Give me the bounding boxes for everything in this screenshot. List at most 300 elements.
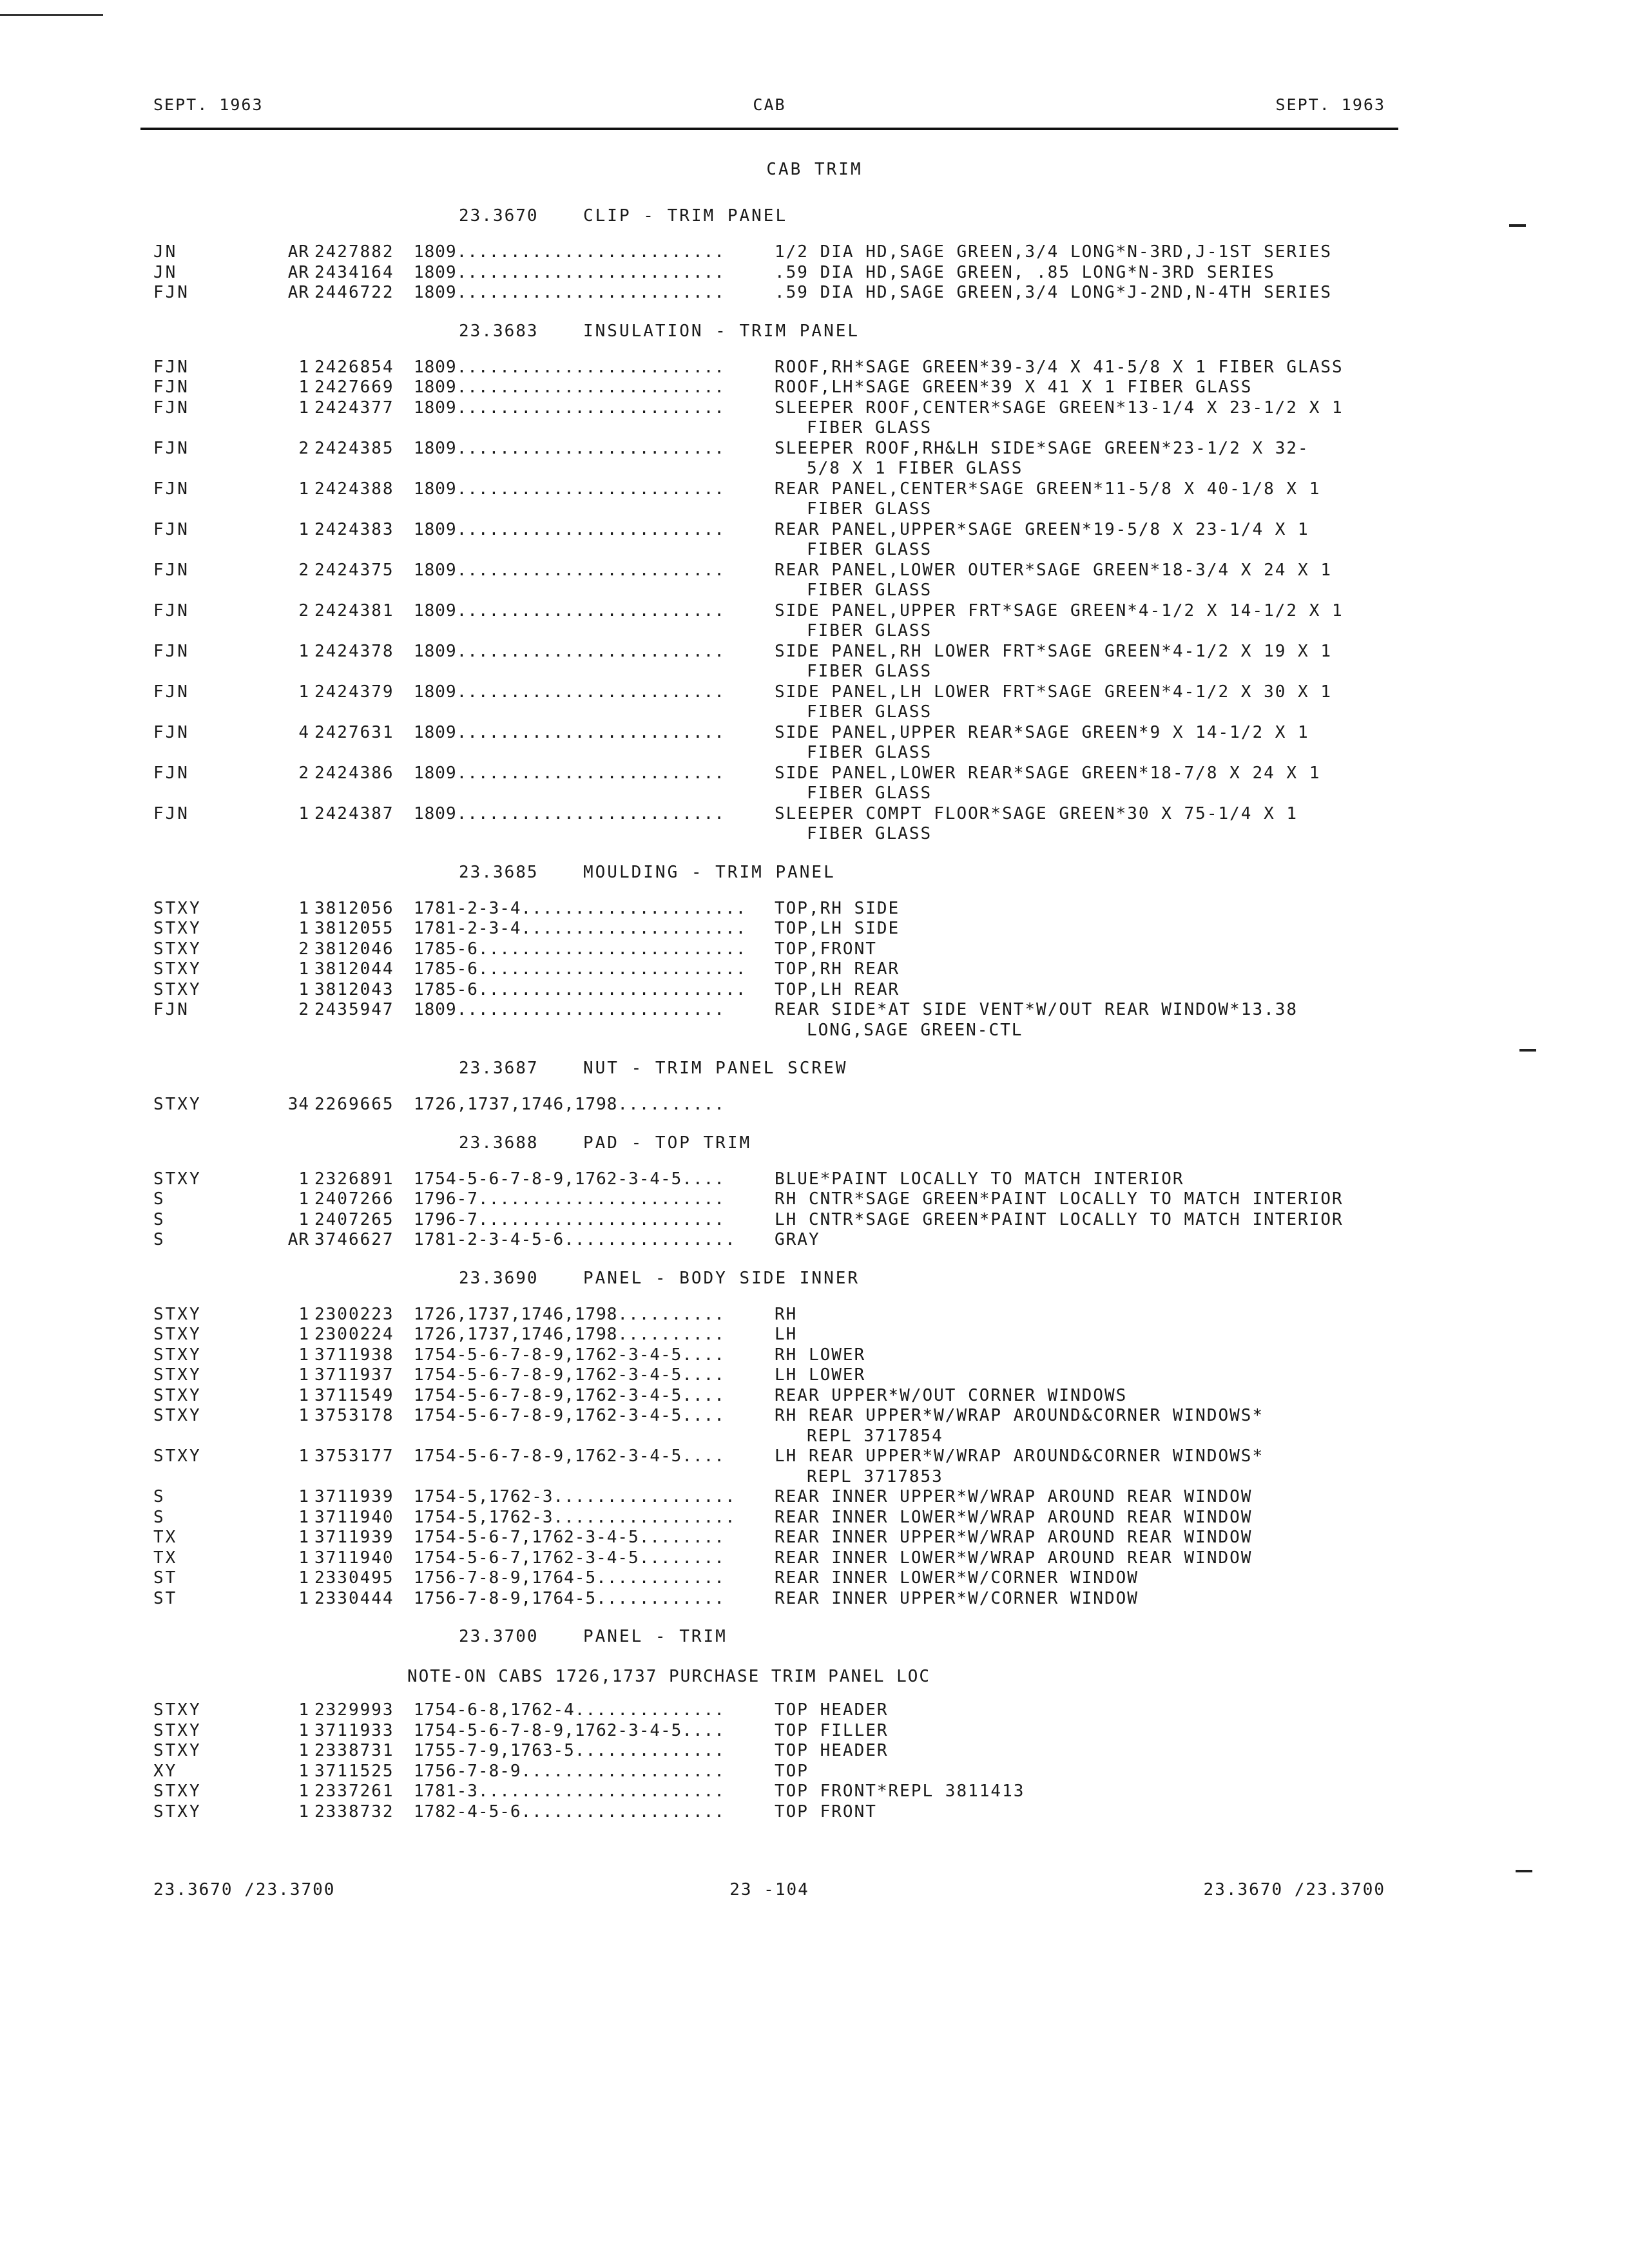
quantity: 1 <box>298 1548 309 1568</box>
part-description: SIDE PANEL,RH LOWER FRT*SAGE GREEN*4-1/2 X 19 X 1 <box>775 641 1333 661</box>
description-continuation <box>0 1467 1629 1488</box>
part-number: 2424375 <box>314 560 394 580</box>
model-codes: STXY <box>153 1782 202 1801</box>
part-number: 2424377 <box>314 398 394 418</box>
description-continuation <box>0 499 1629 520</box>
continuation-text: FIBER GLASS <box>807 540 932 559</box>
quantity: 2 <box>298 560 309 580</box>
margin-mark <box>1509 224 1526 227</box>
part-row <box>0 601 1629 622</box>
part-row <box>0 561 1629 581</box>
quantity: AR <box>287 283 309 302</box>
part-number: 2330495 <box>314 1568 394 1588</box>
application-models: 1809......................... <box>414 803 725 823</box>
part-number: 2424379 <box>314 682 394 702</box>
description-continuation <box>0 418 1629 439</box>
application-models: 1782-4-5-6................... <box>414 1802 725 1821</box>
part-description: REAR INNER LOWER*W/WRAP AROUND REAR WINDOW <box>775 1507 1253 1527</box>
part-description: REAR INNER UPPER*W/CORNER WINDOW <box>775 1588 1139 1608</box>
part-description: TOP FRONT <box>775 1802 877 1821</box>
description-continuation <box>0 459 1629 479</box>
application-models: 1809......................... <box>414 378 725 397</box>
part-description: GRAY <box>775 1230 820 1249</box>
description-continuation <box>0 621 1629 642</box>
quantity: 2 <box>298 939 309 959</box>
quantity: 1 <box>298 1304 309 1324</box>
model-codes: FJN <box>153 803 189 823</box>
section-name: CLIP - TRIM PANEL <box>583 206 788 226</box>
part-description: LH REAR UPPER*W/WRAP AROUND&CORNER WINDOWS* <box>775 1446 1264 1466</box>
part-row <box>0 1802 1629 1823</box>
page-footer <box>140 1880 1398 1906</box>
quantity: 1 <box>298 803 309 823</box>
part-row <box>0 642 1629 662</box>
part-row <box>0 1508 1629 1528</box>
section-code: 23.3683 <box>459 321 539 341</box>
section-heading <box>0 1052 1629 1082</box>
part-description: REAR INNER LOWER*W/WRAP AROUND REAR WINDOW <box>775 1548 1253 1568</box>
quantity: 1 <box>298 1568 309 1588</box>
model-codes: STXY <box>153 1741 202 1760</box>
application-models: 1809......................... <box>414 357 725 377</box>
model-codes: TX <box>153 1548 178 1568</box>
part-row <box>0 358 1629 378</box>
quantity: AR <box>287 262 309 282</box>
application-models: 1754-5-6-7-8-9,1762-3-4-5.... <box>414 1406 725 1425</box>
part-description: LH CNTR*SAGE GREEN*PAINT LOCALLY TO MATCH INTERIOR <box>775 1209 1344 1229</box>
part-number: 2337261 <box>314 1782 394 1801</box>
model-codes: FJN <box>153 1000 189 1019</box>
part-row <box>0 1762 1629 1782</box>
quantity: 1 <box>298 1528 309 1547</box>
quantity: AR <box>287 242 309 262</box>
part-number: 3711940 <box>314 1507 394 1527</box>
part-number: 3711938 <box>314 1345 394 1365</box>
part-number: 3711940 <box>314 1548 394 1568</box>
application-models: 1754-5-6-7-8-9,1762-3-4-5.... <box>414 1345 725 1365</box>
part-number: 3711939 <box>314 1487 394 1506</box>
application-models: 1754-6-8,1762-4.............. <box>414 1700 725 1720</box>
application-models: 1809......................... <box>414 1000 725 1019</box>
quantity: 1 <box>298 479 309 499</box>
continuation-text: FIBER GLASS <box>807 783 932 803</box>
part-number: 2427631 <box>314 722 394 742</box>
model-codes: TX <box>153 1528 178 1547</box>
quantity: 1 <box>298 1345 309 1365</box>
part-description: RH REAR UPPER*W/WRAP AROUND&CORNER WINDOWS* <box>775 1406 1264 1425</box>
description-continuation <box>0 743 1629 764</box>
part-description: TOP FILLER <box>775 1720 889 1740</box>
part-description: ROOF,RH*SAGE GREEN*39-3/4 X 41-5/8 X 1 FIBER GLASS <box>775 357 1344 377</box>
application-models: 1809......................... <box>414 519 725 539</box>
part-row <box>0 263 1629 284</box>
application-models: 1781-2-3-4..................... <box>414 898 747 918</box>
part-number: 2427882 <box>314 242 394 262</box>
part-number: 2407266 <box>314 1189 394 1209</box>
application-models: 1756-7-8-9,1764-5............ <box>414 1588 725 1608</box>
footer-range-left: 23.3670 /23.3700 <box>153 1880 336 1899</box>
application-models: 1726,1737,1746,1798.......... <box>414 1095 725 1114</box>
part-number: 2330444 <box>314 1588 394 1608</box>
part-row <box>0 804 1629 825</box>
part-row <box>0 283 1629 303</box>
part-description: BLUE*PAINT LOCALLY TO MATCH INTERIOR <box>775 1169 1184 1189</box>
continuation-text: REPL 3717853 <box>807 1466 943 1486</box>
model-codes: STXY <box>153 979 202 999</box>
model-codes: S <box>153 1209 166 1229</box>
application-models: 1754-5-6-7-8-9,1762-3-4-5.... <box>414 1169 725 1189</box>
quantity: 1 <box>298 898 309 918</box>
part-row <box>0 899 1629 919</box>
part-number: 2300223 <box>314 1304 394 1324</box>
part-description: TOP,LH SIDE <box>775 919 900 938</box>
part-row <box>0 1700 1629 1721</box>
quantity: 1 <box>298 641 309 661</box>
quantity: 1 <box>298 1385 309 1405</box>
model-codes: FJN <box>153 641 189 661</box>
quantity: 1 <box>298 682 309 702</box>
part-description: SIDE PANEL,LOWER REAR*SAGE GREEN*18-7/8 X 24 X 1 <box>775 763 1321 783</box>
part-row <box>0 959 1629 980</box>
part-row <box>0 1589 1629 1610</box>
part-row <box>0 682 1629 703</box>
application-models: 1809......................... <box>414 601 725 620</box>
application-models: 1809......................... <box>414 242 725 262</box>
part-description: REAR SIDE*AT SIDE VENT*W/OUT REAR WINDOW*13.38 <box>775 1000 1298 1019</box>
model-codes: JN <box>153 242 178 262</box>
part-description: TOP,RH REAR <box>775 959 900 979</box>
header-date-right: SEPT. 1963 <box>1275 95 1385 114</box>
part-description: SLEEPER COMPT FLOOR*SAGE GREEN*30 X 75-1/4 X 1 <box>775 803 1298 823</box>
model-codes: STXY <box>153 1169 202 1189</box>
part-row <box>0 980 1629 1001</box>
section-name: NUT - TRIM PANEL SCREW <box>583 1059 848 1078</box>
application-models: 1781-2-3-4..................... <box>414 919 747 938</box>
part-row <box>0 1721 1629 1742</box>
part-description: .59 DIA HD,SAGE GREEN, .85 LONG*N-3RD SERIES <box>775 262 1275 282</box>
application-models: 1796-7....................... <box>414 1209 725 1229</box>
part-description: TOP HEADER <box>775 1741 889 1760</box>
model-codes: STXY <box>153 1325 202 1344</box>
application-models: 1754-5,1762-3................. <box>414 1507 736 1527</box>
continuation-text: LONG,SAGE GREEN-CTL <box>807 1020 1023 1040</box>
section-code: 23.3690 <box>459 1268 539 1288</box>
model-codes: FJN <box>153 479 189 499</box>
part-description: TOP,RH SIDE <box>775 898 900 918</box>
quantity: 2 <box>298 763 309 783</box>
quantity: 1 <box>298 1761 309 1781</box>
part-description: RH <box>775 1304 798 1324</box>
model-codes: FJN <box>153 682 189 702</box>
part-row <box>0 1230 1629 1251</box>
part-row <box>0 1782 1629 1802</box>
part-row <box>0 764 1629 784</box>
model-codes: ST <box>153 1588 178 1608</box>
part-number: 3711933 <box>314 1720 394 1740</box>
footer-range-right: 23.3670 /23.3700 <box>1203 1880 1385 1899</box>
part-number: 2424381 <box>314 601 394 620</box>
application-models: 1754-5-6-7,1762-3-4-5........ <box>414 1528 725 1547</box>
model-codes: S <box>153 1230 166 1249</box>
model-codes: FJN <box>153 357 189 377</box>
part-number: 2407265 <box>314 1209 394 1229</box>
application-models: 1809......................... <box>414 763 725 783</box>
section-name: PAD - TOP TRIM <box>583 1133 752 1153</box>
model-codes: STXY <box>153 919 202 938</box>
part-number: 3812043 <box>314 979 394 999</box>
quantity: 1 <box>298 1802 309 1821</box>
part-description: TOP <box>775 1761 809 1781</box>
part-description: .59 DIA HD,SAGE GREEN,3/4 LONG*J-2ND,N-4TH SERIES <box>775 283 1333 302</box>
part-row <box>0 479 1629 500</box>
part-number: 2446722 <box>314 283 394 302</box>
part-number: 2269665 <box>314 1095 394 1114</box>
part-number: 2329993 <box>314 1700 394 1720</box>
header-rule <box>140 128 1398 130</box>
model-codes: FJN <box>153 438 189 458</box>
section-heading <box>0 315 1629 345</box>
margin-mark <box>1519 1049 1536 1052</box>
part-row <box>0 242 1629 263</box>
part-row <box>0 439 1629 459</box>
continuation-text: FIBER GLASS <box>807 743 932 762</box>
application-models: 1785-6......................... <box>414 979 747 999</box>
part-number: 3711549 <box>314 1385 394 1405</box>
quantity: 1 <box>298 1325 309 1344</box>
quantity: 1 <box>298 398 309 418</box>
part-row <box>0 1548 1629 1569</box>
model-codes: STXY <box>153 1385 202 1405</box>
part-number: 3746627 <box>314 1230 394 1249</box>
section-note <box>0 1663 1629 1691</box>
part-number: 2338731 <box>314 1741 394 1760</box>
model-codes: STXY <box>153 939 202 959</box>
model-codes: STXY <box>153 1365 202 1385</box>
application-models: 1781-2-3-4-5-6................ <box>414 1230 736 1249</box>
application-models: 1754-5-6-7-8-9,1762-3-4-5.... <box>414 1365 725 1385</box>
section-code: 23.3670 <box>459 206 539 226</box>
quantity: 2 <box>298 438 309 458</box>
application-models: 1809......................... <box>414 682 725 702</box>
quantity: 1 <box>298 1507 309 1527</box>
part-description: TOP HEADER <box>775 1700 889 1720</box>
quantity: 4 <box>298 722 309 742</box>
quantity: 1 <box>298 1189 309 1209</box>
application-models: 1796-7....................... <box>414 1189 725 1209</box>
application-models: 1754-5-6-7-8-9,1762-3-4-5.... <box>414 1446 725 1466</box>
model-codes: STXY <box>153 1406 202 1425</box>
part-row <box>0 1305 1629 1325</box>
continuation-text: FIBER GLASS <box>807 662 932 681</box>
part-number: 2434164 <box>314 262 394 282</box>
section-code: 23.3687 <box>459 1059 539 1078</box>
application-models: 1726,1737,1746,1798.......... <box>414 1325 725 1344</box>
application-models: 1785-6......................... <box>414 939 747 959</box>
part-description: SIDE PANEL,UPPER FRT*SAGE GREEN*4-1/2 X 14-1/2 X 1 <box>775 601 1344 620</box>
part-row <box>0 939 1629 960</box>
section-code: 23.3685 <box>459 862 539 882</box>
part-row <box>0 1528 1629 1548</box>
part-number: 3711937 <box>314 1365 394 1385</box>
description-continuation <box>0 702 1629 723</box>
part-row <box>0 1210 1629 1231</box>
application-models: 1809......................... <box>414 479 725 499</box>
application-models: 1754-5-6-7-8-9,1762-3-4-5.... <box>414 1385 725 1405</box>
model-codes: STXY <box>153 1700 202 1720</box>
model-codes: STXY <box>153 898 202 918</box>
quantity: 1 <box>298 1720 309 1740</box>
part-row <box>0 1446 1629 1467</box>
model-codes: ST <box>153 1568 178 1588</box>
part-number: 2424386 <box>314 763 394 783</box>
description-continuation <box>0 1427 1629 1447</box>
description-continuation <box>0 824 1629 845</box>
model-codes: XY <box>153 1761 178 1781</box>
quantity: 1 <box>298 1741 309 1760</box>
continuation-text: FIBER GLASS <box>807 702 932 722</box>
part-row <box>0 723 1629 744</box>
model-codes: STXY <box>153 1095 202 1114</box>
part-number: 2424378 <box>314 641 394 661</box>
part-row <box>0 1000 1629 1021</box>
application-models: 1809......................... <box>414 262 725 282</box>
part-number: 2435947 <box>314 1000 394 1019</box>
quantity: AR <box>287 1230 309 1249</box>
quantity: 1 <box>298 519 309 539</box>
part-number: 2424385 <box>314 438 394 458</box>
application-models: 1754-5-6-7,1762-3-4-5........ <box>414 1548 725 1568</box>
quantity: 1 <box>298 1782 309 1801</box>
model-codes: STXY <box>153 1345 202 1365</box>
model-codes: S <box>153 1487 166 1506</box>
part-description: REAR UPPER*W/OUT CORNER WINDOWS <box>775 1385 1128 1405</box>
header-date-left: SEPT. 1963 <box>153 95 264 114</box>
model-codes: FJN <box>153 398 189 418</box>
parts-list <box>0 188 1629 1822</box>
quantity: 1 <box>298 1406 309 1425</box>
continuation-text: FIBER GLASS <box>807 418 932 437</box>
part-description: REAR INNER UPPER*W/WRAP AROUND REAR WINDOW <box>775 1528 1253 1547</box>
part-number: 2426854 <box>314 357 394 377</box>
part-number: 3812046 <box>314 939 394 959</box>
model-codes: JN <box>153 262 178 282</box>
part-row <box>0 1487 1629 1508</box>
part-number: 3711939 <box>314 1528 394 1547</box>
quantity: 1 <box>298 1169 309 1189</box>
part-row <box>0 1406 1629 1427</box>
part-description: SIDE PANEL,LH LOWER FRT*SAGE GREEN*4-1/2 X 30 X 1 <box>775 682 1333 702</box>
part-number: 2424388 <box>314 479 394 499</box>
description-continuation <box>0 581 1629 601</box>
model-codes: STXY <box>153 1446 202 1466</box>
model-codes: FJN <box>153 378 189 397</box>
part-row <box>0 1568 1629 1589</box>
part-description: SLEEPER ROOF,RH&LH SIDE*SAGE GREEN*23-1/2 X 32- <box>775 438 1309 458</box>
continuation-text: FIBER GLASS <box>807 824 932 843</box>
application-models: 1809......................... <box>414 283 725 302</box>
model-codes: STXY <box>153 959 202 979</box>
application-models: 1781-3....................... <box>414 1782 725 1801</box>
description-continuation <box>0 783 1629 804</box>
part-row <box>0 919 1629 939</box>
section-heading <box>0 1262 1629 1292</box>
quantity: 2 <box>298 601 309 620</box>
part-description: SIDE PANEL,UPPER REAR*SAGE GREEN*9 X 14-1/2 X 1 <box>775 722 1309 742</box>
model-codes: FJN <box>153 283 189 302</box>
quantity: 1 <box>298 959 309 979</box>
part-description: 1/2 DIA HD,SAGE GREEN,3/4 LONG*N-3RD,J-1ST SERIES <box>775 242 1333 262</box>
part-description: ROOF,LH*SAGE GREEN*39 X 41 X 1 FIBER GLASS <box>775 378 1253 397</box>
quantity: 1 <box>298 1209 309 1229</box>
part-number: 2300224 <box>314 1325 394 1344</box>
part-number: 3812044 <box>314 959 394 979</box>
part-number: 3812055 <box>314 919 394 938</box>
part-number: 2424383 <box>314 519 394 539</box>
quantity: 1 <box>298 357 309 377</box>
part-row <box>0 1386 1629 1407</box>
application-models: 1754-5-6-7-8-9,1762-3-4-5.... <box>414 1720 725 1740</box>
part-description: RH CNTR*SAGE GREEN*PAINT LOCALLY TO MATCH INTERIOR <box>775 1189 1344 1209</box>
quantity: 1 <box>298 979 309 999</box>
quantity: 1 <box>298 1588 309 1608</box>
model-codes: FJN <box>153 519 189 539</box>
part-row <box>0 1741 1629 1762</box>
section-heading <box>0 200 1629 229</box>
part-number: 3753178 <box>314 1406 394 1425</box>
application-models: 1754-5,1762-3................. <box>414 1487 736 1506</box>
part-description: RH LOWER <box>775 1345 866 1365</box>
part-number: 2338732 <box>314 1802 394 1821</box>
model-codes: S <box>153 1507 166 1527</box>
part-number: 2427669 <box>314 378 394 397</box>
quantity: 34 <box>287 1095 309 1114</box>
application-models: 1809......................... <box>414 722 725 742</box>
part-description: SLEEPER ROOF,CENTER*SAGE GREEN*13-1/4 X 23-1/2 X 1 <box>775 398 1344 418</box>
continuation-text: FIBER GLASS <box>807 621 932 640</box>
header-section: CAB <box>753 95 786 114</box>
continuation-text: FIBER GLASS <box>807 581 932 600</box>
part-row <box>0 1345 1629 1366</box>
section-name: INSULATION - TRIM PANEL <box>583 321 860 341</box>
section-heading <box>0 1127 1629 1157</box>
part-number: 3753177 <box>314 1446 394 1466</box>
model-codes: STXY <box>153 1802 202 1821</box>
description-continuation <box>0 662 1629 682</box>
part-row <box>0 520 1629 541</box>
section-note-text: NOTE-ON CABS 1726,1737 PURCHASE TRIM PANEL LOC <box>407 1667 931 1686</box>
model-codes: S <box>153 1189 166 1209</box>
part-row <box>0 1189 1629 1210</box>
section-heading <box>0 1620 1629 1650</box>
description-continuation <box>0 540 1629 561</box>
part-row <box>0 1095 1629 1115</box>
section-name: MOULDING - TRIM PANEL <box>583 862 836 882</box>
part-description: TOP FRONT*REPL 3811413 <box>775 1782 1025 1801</box>
quantity: 1 <box>298 1365 309 1385</box>
part-description: REAR PANEL,CENTER*SAGE GREEN*11-5/8 X 40-1/8 X 1 <box>775 479 1321 499</box>
model-codes: FJN <box>153 601 189 620</box>
quantity: 2 <box>298 1000 309 1019</box>
quantity: 1 <box>298 919 309 938</box>
application-models: 1809......................... <box>414 398 725 418</box>
part-row <box>0 1325 1629 1345</box>
corner-mark <box>0 14 103 16</box>
part-description: REAR PANEL,LOWER OUTER*SAGE GREEN*18-3/4 X 24 X 1 <box>775 560 1333 580</box>
application-models: 1755-7-9,1763-5.............. <box>414 1741 725 1760</box>
application-models: 1809......................... <box>414 641 725 661</box>
description-continuation <box>0 1021 1629 1041</box>
application-models: 1756-7-8-9................... <box>414 1761 725 1781</box>
